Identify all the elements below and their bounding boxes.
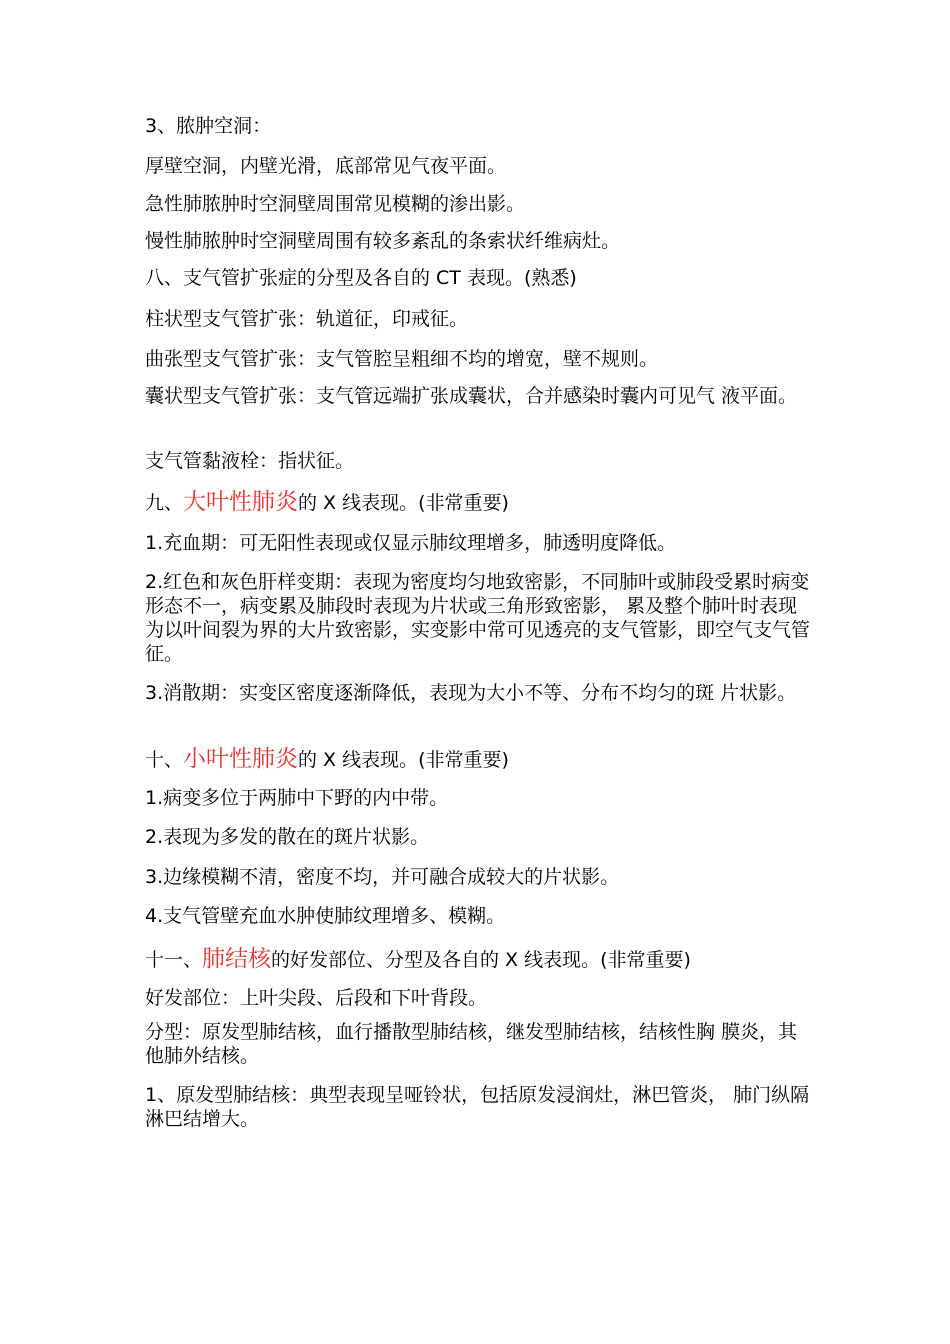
heading-prefix: 十一、 bbox=[145, 949, 203, 971]
highlight-term: 大叶性肺炎 bbox=[183, 489, 299, 515]
heading-suffix: 的 X 线表现。(非常重要) bbox=[298, 492, 509, 514]
paragraph-line: 慢性肺脓肿时空洞壁周围有较多紊乱的条索状纤维病灶。 bbox=[145, 230, 621, 252]
paragraph-line: 柱状型支气管扩张：轨道征，印戒征。 bbox=[145, 308, 469, 330]
paragraph-block: 囊状型支气管扩张：支气管远端扩张成囊状，合并感染时囊内可见气 液平面。 bbox=[145, 385, 798, 407]
highlight-term: 肺结核 bbox=[202, 946, 272, 972]
paragraph-block: 3.消散期：实变区密度逐渐降低，表现为大小不等、分布不均匀的斑 片状影。 bbox=[145, 682, 797, 704]
heading-prefix: 十、 bbox=[145, 749, 184, 771]
section-heading-tuberculosis bbox=[145, 945, 810, 974]
paragraph-line: 2.表现为多发的散在的斑片状影。 bbox=[145, 826, 430, 848]
paragraph-line: 1.病变多位于两肺中下野的内中带。 bbox=[145, 787, 449, 809]
highlight-term: 小叶性肺炎 bbox=[183, 746, 299, 772]
paragraph-line: 厚壁空洞，内壁光滑，底部常见气夜平面。 bbox=[145, 155, 507, 177]
section-heading-bronchiectasis: 八、支气管扩张症的分型及各自的 CT 表现。(熟悉) bbox=[145, 267, 577, 289]
section-heading-lobular-pneumonia bbox=[145, 745, 810, 774]
paragraph-line: 1.充血期：可无阳性表现或仅显示肺纹理增多，肺透明度降低。 bbox=[145, 532, 677, 554]
heading-prefix: 九、 bbox=[145, 492, 184, 514]
paragraph-line: 4.支气管壁充血水肿使肺纹理增多、模糊。 bbox=[145, 905, 506, 927]
section-heading-lobar-pneumonia bbox=[145, 488, 810, 517]
paragraph-line: 支气管黏液栓：指状征。 bbox=[145, 450, 355, 472]
paragraph-line: 好发部位：上叶尖段、后段和下叶背段。 bbox=[145, 987, 488, 1009]
heading-suffix: 的 X 线表现。(非常重要) bbox=[298, 749, 509, 771]
paragraph-block: 分型：原发型肺结核，血行播散型肺结核，继发型肺结核，结核性胸 膜炎，其他肺外结核。 bbox=[145, 1021, 798, 1067]
paragraph-line: 曲张型支气管扩张：支气管腔呈粗细不均的增宽，壁不规则。 bbox=[145, 348, 659, 370]
paragraph-line: 急性肺脓肿时空洞壁周围常见模糊的渗出影。 bbox=[145, 193, 526, 215]
heading-suffix: 的好发部位、分型及各自的 X 线表现。(非常重要) bbox=[271, 949, 691, 971]
section-heading-abscess-cavity: 3、脓肿空洞： bbox=[145, 115, 272, 137]
paragraph-line: 3.边缘模糊不清，密度不均，并可融合成较大的片状影。 bbox=[145, 866, 620, 888]
paragraph-block: 2.红色和灰色肝样变期：表现为密度均匀地致密影，不同肺叶或肺段受累时病变形态不一，病变累及肺段时表现为片状或三角形致密影， 累及整个肺叶时表现为以叶间裂为界的大片致密影，实变影中常可见透亮的支气管影，即空气支气管征。 bbox=[145, 571, 811, 665]
paragraph-block: 1、原发型肺结核：典型表现呈哑铃状，包括原发浸润灶，淋巴管炎， 肺门纵隔淋巴结增大。 bbox=[145, 1084, 810, 1130]
